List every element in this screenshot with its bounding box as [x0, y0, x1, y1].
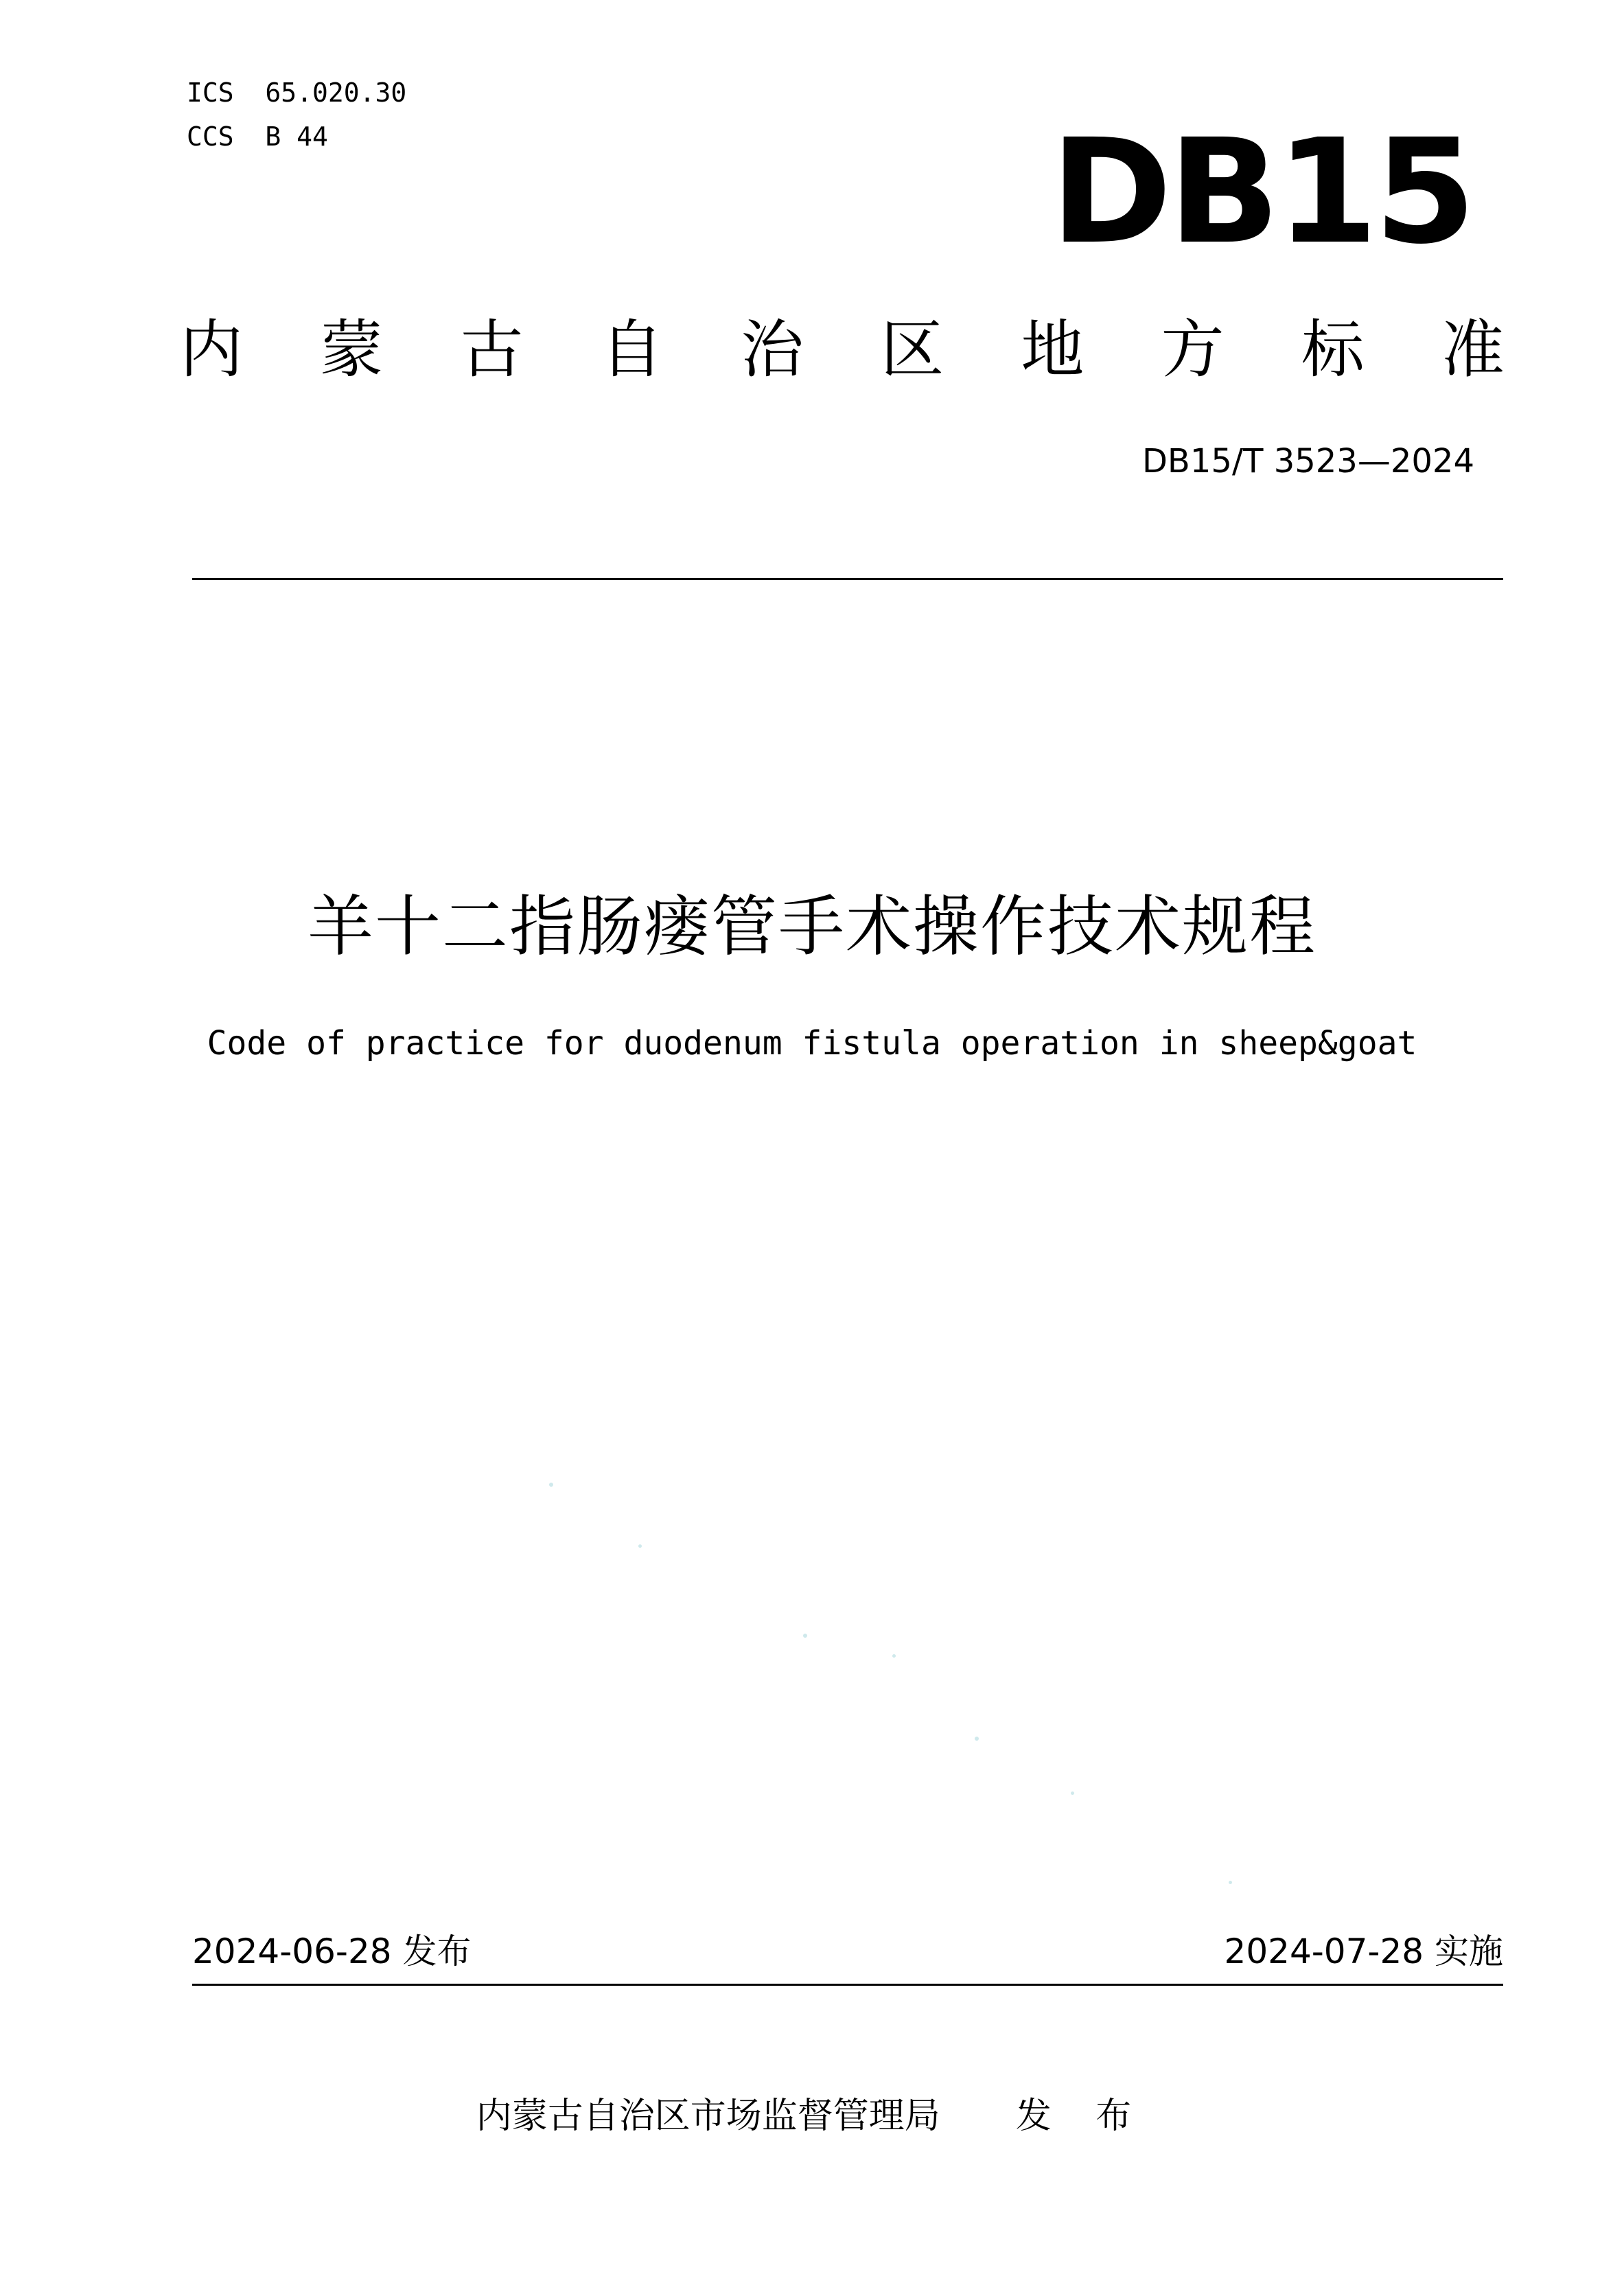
standard-type-char: 蒙: [320, 313, 384, 386]
scan-speckle: [892, 1654, 896, 1658]
date-row: [192, 1927, 1503, 1975]
issuer-row: [0, 2092, 1624, 2140]
standard-type-char: 准: [1441, 313, 1505, 386]
standard-type-char: 方: [1161, 313, 1225, 386]
document-title-chinese: 羊十二指肠瘘管手术操作技术规程: [308, 888, 1316, 965]
standard-type-heading: [180, 312, 1505, 388]
top-divider: [192, 578, 1503, 580]
ccs-code: CCS B 44: [187, 121, 328, 152]
standard-type-char: 区: [881, 313, 944, 386]
standard-type-char: 治: [740, 313, 804, 386]
standard-type-char: 古: [460, 313, 524, 386]
scan-speckle: [1071, 1791, 1074, 1795]
scan-speckle: [803, 1634, 807, 1638]
document-title-english: Code of practice for duodenum fistula operation in sheep&goat: [207, 1024, 1417, 1063]
standard-logo: DB15: [1050, 108, 1472, 276]
standard-type-char: 内: [180, 313, 244, 386]
standard-number: DB15/T 3523—2024: [1141, 442, 1474, 480]
implement-date: 2024-07-28 实施: [1224, 1932, 1503, 1971]
bottom-divider: [192, 1984, 1503, 1986]
standard-type-char: 标: [1301, 313, 1365, 386]
standard-type-char: 地: [1021, 313, 1084, 386]
scan-speckle: [549, 1483, 553, 1487]
scan-speckle: [638, 1544, 642, 1548]
standard-type-char: 自: [600, 313, 664, 386]
publish-date: 2024-06-28 发布: [192, 1932, 472, 1971]
issuer-action: 发 布: [1015, 2096, 1148, 2137]
ics-code: ICS 65.020.30: [187, 78, 407, 108]
scan-speckle: [1229, 1881, 1232, 1884]
scan-speckle: [975, 1737, 979, 1741]
issuer-name: 内蒙古自治区市场监督管理局: [476, 2096, 940, 2137]
